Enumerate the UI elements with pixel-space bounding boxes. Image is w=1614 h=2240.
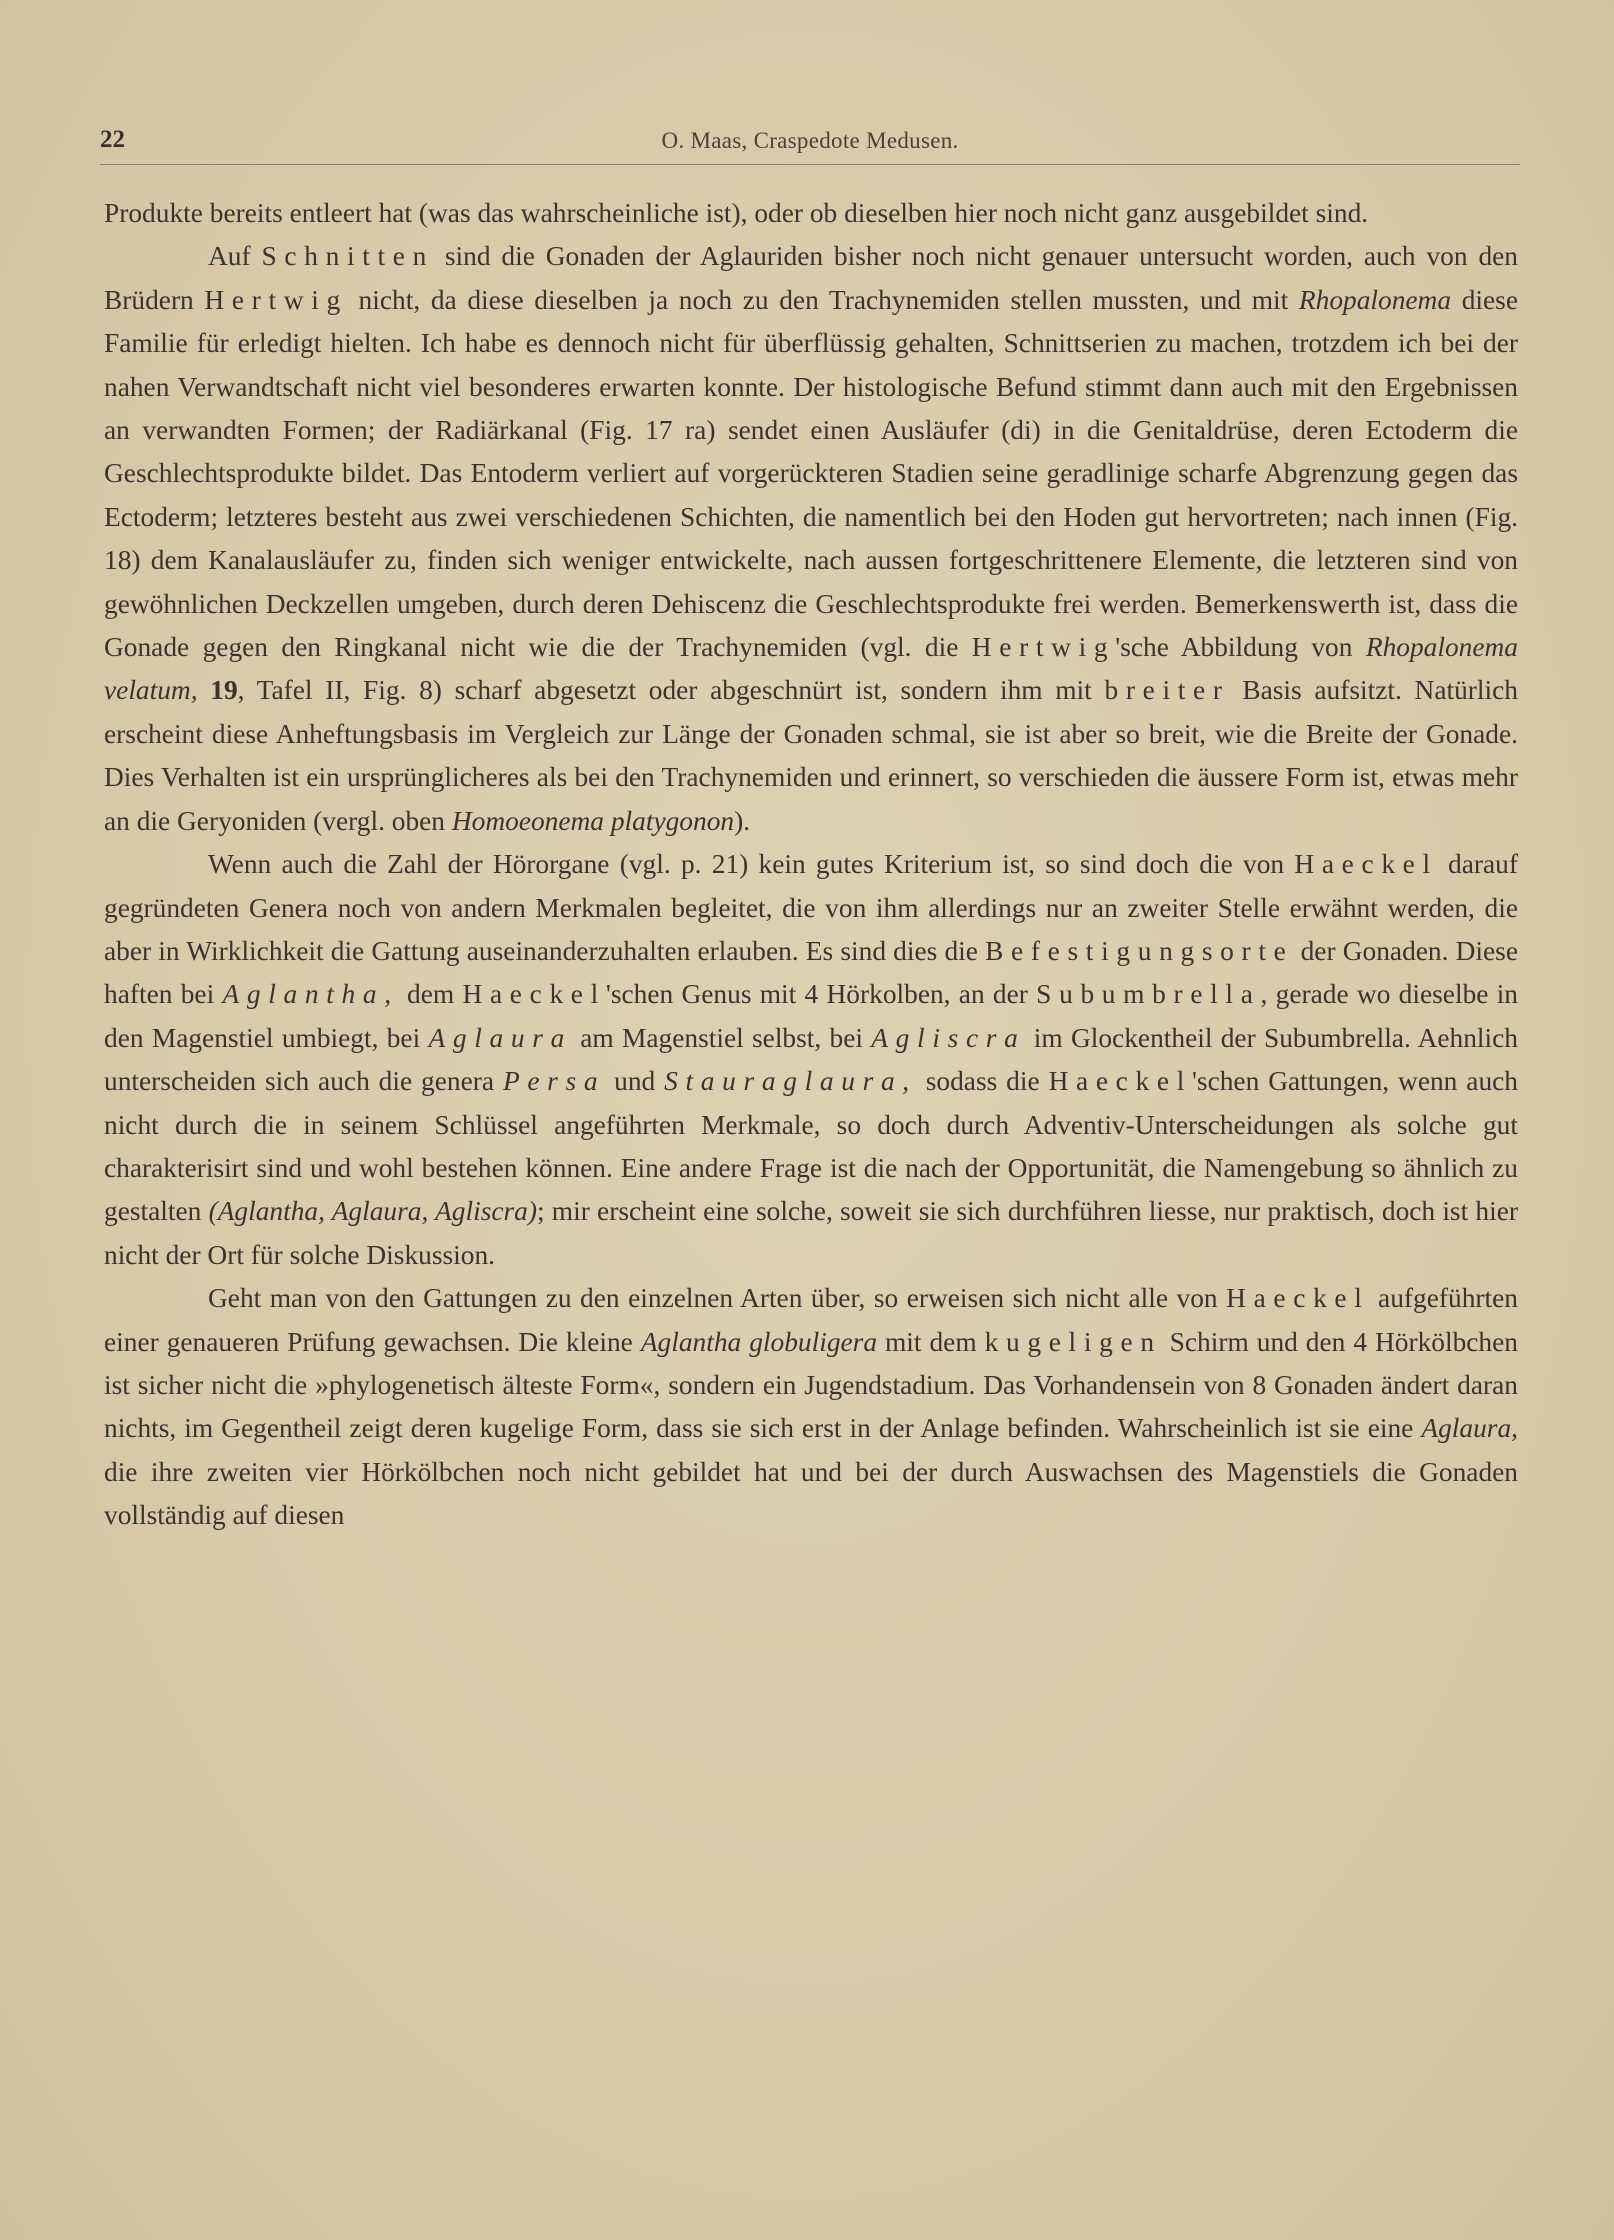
text-run: breiter [1104, 675, 1230, 706]
page-number: 22 [100, 126, 125, 153]
text-run: Auf [208, 241, 262, 272]
text-run: 'sche Abbildung von [1115, 632, 1366, 663]
paragraph [104, 843, 1518, 1277]
text-run: aufgeführten einer genaueren Prüfung gewachsen. Die kleine [104, 1283, 1518, 1357]
text-run: (Aglantha, Aglaura, Agliscra) [208, 1196, 537, 1227]
text-run: dem [398, 979, 463, 1010]
text-run: Aglantha globuligera [640, 1326, 878, 1357]
text-run: Hertwig [204, 284, 348, 315]
text-run: Subumbrella [1036, 979, 1261, 1010]
text-run: Aglantha, [222, 979, 399, 1010]
text-run: mit dem [877, 1326, 985, 1357]
text-run: im Glockentheil der Subumbrella. Aehnlich unterscheiden sich auch die genera [104, 1022, 1518, 1097]
paragraph [104, 235, 1518, 843]
running-header [100, 124, 1520, 165]
text-run: und [605, 1066, 665, 1097]
text-run: sind die Gonaden der Aglauriden bisher noch nicht genauer untersucht worden, auch von den Brüdern [104, 241, 1518, 315]
text-run: Schirm und den 4 Hörkölbchen ist sicher nicht die »phylogenetisch älteste Form«, sondern ein Jugendstadium. Das Vorhandensein von 8 Gonaden ändert daran nichts, im Gegentheil zeigt deren kugelige Form, dass sie sich erst in der Anlage befinden. Wahrscheinlich ist sie eine [104, 1326, 1518, 1444]
text-run: Homoeonema platygonon [451, 805, 735, 836]
text-run: der Gonaden. Diese haften bei [104, 935, 1518, 1010]
text-run: Produkte bereits entleert hat (was das wahrscheinliche ist), oder ob dieselben hier noch nicht ganz ausgebildet sind. [104, 198, 1369, 228]
text-run: Rhopalonema [1298, 284, 1452, 315]
text-run: Geht man von den Gattungen zu den einzelnen Arten über, so erweisen sich nicht alle von [208, 1283, 1227, 1314]
text-run: Basis aufsitzt. Natürlich erscheint diese Anheftungsbasis im Vergleich zur Länge der Gonaden schmal, sie ist aber so breit, wie die Breite der Gonade. Dies Verhalten ist ein ursprünglicheres als bei den Trachynemiden und erinnert, so verschieden die äussere Form ist, etwas mehr an die Geryoniden (vergl. oben [104, 675, 1518, 836]
text-run: 19 [210, 675, 238, 706]
text-run: am Magenstiel selbst, bei [571, 1022, 872, 1053]
body-text [104, 192, 1518, 1538]
text-run: Stauraglaura, [664, 1066, 917, 1097]
text-run: Haeckel [1226, 1283, 1370, 1314]
text-run: , Tafel II, Fig. 8) scharf abgesetzt oder abgeschnürt ist, sondern ihm mit [237, 675, 1105, 706]
text-run: Rhopalonema velatum, [104, 632, 1518, 706]
text-run: Persa [502, 1066, 606, 1097]
text-run: Haeckel [1294, 849, 1438, 880]
text-run: Wenn auch die Zahl der Hörorgane (vgl. p. 21) kein gutes Kriterium ist, so sind doch die von [208, 849, 1295, 880]
text-run: Schnitten [261, 241, 434, 272]
text-run: nicht, da diese dieselben ja noch zu den Trachynemiden stellen mussten, und mit [347, 284, 1299, 315]
text-run: , gerade wo dieselbe in den Magenstiel umbiegt, bei [104, 979, 1518, 1053]
text-run [198, 675, 211, 705]
text-run: 'schen Gattungen, wenn auch nicht durch die in seinem Schlüssel angeführten Merkmale, so doch durch Adventiv-Unterscheidungen als solche gut charakterisirt sind und wohl bestehen können. Eine andere Frage ist die nach der Opportunität, die Namengebung so ähnlich zu gestalten [104, 1066, 1518, 1227]
text-run: Haeckel [1048, 1066, 1192, 1097]
text-run: Hertwig [971, 632, 1116, 663]
paragraph [104, 192, 1518, 235]
text-run: Haeckel [462, 979, 606, 1010]
text-run: die ihre zweiten vier Hörkölbchen noch nicht gebildet hat und bei der durch Auswachsen des Magenstiels die Gonaden vollständig auf diesen [104, 1456, 1518, 1531]
text-run: sodass die [916, 1066, 1049, 1097]
text-run: Aglaura, [1421, 1413, 1518, 1444]
text-run: 'schen Genus mit 4 Hörkolben, an der [605, 979, 1037, 1010]
text-run: Agliscra [871, 1022, 1026, 1053]
text-run: Befestigungsorte [985, 935, 1294, 966]
paragraph [104, 1277, 1518, 1537]
text-run: darauf gegründeten Genera noch von andern Merkmalen begleitet, die von ihm allerdings nur an zweiter Stelle erwähnt werden, die aber in Wirklichkeit die Gattung auseinanderzuhalten erlauben. Es sind dies die [104, 849, 1519, 966]
text-run: kugeligen [984, 1326, 1162, 1357]
text-run: ). [734, 805, 751, 836]
text-run: Aglaura [428, 1022, 572, 1053]
running-title: O. Maas, Craspedote Medusen. [661, 128, 959, 153]
text-run: diese Familie für erledigt hielten. Ich habe es dennoch nicht für überflüssig gehalten, Schnittserien zu machen, trotzdem ich bei der nahen Verwandtschaft nicht viel besonderes erwarten konnte. Der histologische Befund stimmt dann auch mit den Ergebnissen an verwandten Formen; der Radiärkanal (Fig. 17 ra) sendet einen Ausläufer (di) in die Genitaldrüse, deren Ectoderm die Geschlechtsprodukte bildet. Das Entoderm verliert auf vorgerückteren Stadien seine geradlinige scharfe Abgrenzung gegen das Ectoderm; letzteres besteht aus zwei verschiedenen Schichten, die namentlich bei den Hoden gut hervortreten; nach innen (Fig. 18) dem Kanalausläufer zu, finden sich weniger entwickelte, nach aussen fortgeschrittenere Elemente, die letzteren sind von gewöhnlichen Deckzellen umgeben, durch deren Dehiscenz die Geschlechtsprodukte frei werden. Bemerkenswerth ist, dass die Gonade gegen den Ringkanal nicht wie die der Trachynemiden (vgl. die [104, 284, 1518, 663]
text-run: ; mir erscheint eine solche, soweit sie sich durchführen liesse, nur praktisch, doch ist hier nicht der Ort für solche Diskussion. [104, 1196, 1519, 1270]
